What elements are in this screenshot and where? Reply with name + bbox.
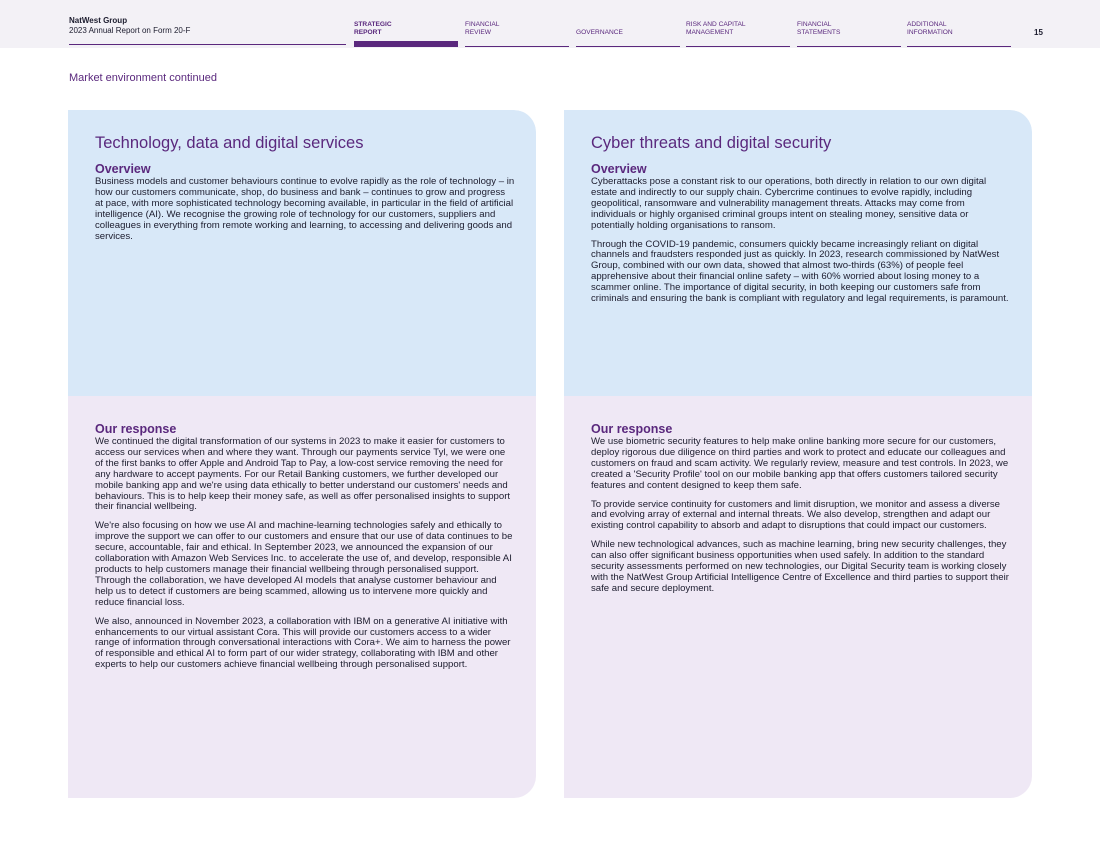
nav-label-line2: REVIEW: [465, 29, 492, 36]
nav-label-line2: REPORT: [354, 29, 382, 36]
nav-label-line1: FINANCIAL: [797, 21, 832, 28]
card-cyber-threats-security: [564, 110, 1032, 798]
nav-divider: [686, 46, 790, 47]
response-section: [591, 422, 1009, 603]
report-title: 2023 Annual Report on Form 20-F: [69, 26, 191, 35]
nav-divider: [576, 46, 680, 47]
overview-paragraph: Through the COVID-19 pandemic, consumers quickly became increasingly reliant on digital channels and fraudsters responded just as quickly. In 2023, research commissioned by NatWest Group, combined with our own data, showed that almost two-thirds (63%) of people feel apprehensive about their financial online safety – with 60% worried about losing money to a scammer online. The importance of digital security, in both keeping our customers safe from criminals and ensuring the bank is compliant with regulatory and legal requirements, is paramount.: [591, 238, 1009, 305]
brand: [69, 16, 190, 36]
nav-label-line2: INFORMATION: [907, 29, 953, 36]
nav-label-line1: ADDITIONAL: [907, 21, 947, 28]
nav-label-line2: GOVERNANCE: [576, 29, 623, 36]
response-paragraph: We also, announced in November 2023, a collaboration with IBM on a generative AI initiative with enhancements to our virtual assistant Cora. This will provide our customers access to a wider range of information through conversational interactions with Cora+. We aim to harness the power of responsible and ethical AI to form part of our wider strategy, collaborating with IBM and other experts to help our customers achieve financial wellbeing through personalised support.: [95, 615, 511, 671]
card-title: Technology, data and digital services: [95, 134, 364, 152]
nav-label-line2: STATEMENTS: [797, 29, 841, 36]
overview-section: [591, 162, 1009, 313]
overview-heading: Overview: [591, 162, 647, 176]
response-heading: Our response: [95, 422, 177, 436]
nav-label-line1: FINANCIAL: [465, 21, 500, 28]
response-section: [95, 422, 515, 679]
response-heading: Our response: [591, 422, 673, 436]
nav-strategic-report[interactable]: [354, 20, 458, 47]
overview-section: [95, 162, 515, 250]
nav-label-line1: RISK AND CAPITAL: [686, 21, 746, 28]
nav-divider: [797, 46, 901, 47]
overview-paragraph: Cyberattacks pose a constant risk to our operations, both directly in relation to our own digital estate and indirectly to our supply chain. Cybercrime continues to evolve rapidly, including geopolitical, ransomware and vulnerability management threats. Attacks may come from individuals or highly organised criminal groups intent on stealing money, sensitive data or potentially holding organisations to ransom.: [591, 176, 987, 231]
overview-heading: Overview: [95, 162, 151, 176]
nav-risk-capital-management[interactable]: [686, 20, 790, 47]
response-paragraph: To provide service continuity for customers and limit disruption, we monitor and assess a diverse and evolving array of external and internal threats. We also develop, strengthen and adapt our existing control capability to absorb and adapt to disruptions that could impact our customers.: [591, 498, 1000, 532]
response-paragraph: We continued the digital transformation of our systems in 2023 to make it easier for customers to access our services when and where they want. Through our payments service Tyl, we were one of the first banks to offer Apple and Android Tap to Pay, a low-cost service removing the need for any hardware to accept payments. For our Retail Banking customers, we further developed our mobile banking app and we're using data ethically to better understand our customers' needs and behaviours. This is to help keep their money safe, as well as offer personalised insights to support their financial wellbeing.: [95, 436, 511, 513]
card-technology-data-digital: [68, 110, 536, 798]
nav-label-line1: STRATEGIC: [354, 21, 392, 28]
nav-financial-statements[interactable]: [797, 20, 901, 47]
page-header: [0, 0, 1100, 48]
nav-divider: [465, 46, 569, 47]
nav-active-indicator: [354, 41, 458, 47]
section-label: Market environment continued: [69, 72, 217, 84]
nav-divider: [907, 46, 1011, 47]
nav-additional-information[interactable]: [907, 20, 1011, 47]
nav-governance[interactable]: [576, 20, 680, 47]
response-paragraph: We use biometric security features to help make online banking more secure for our customers, deploy rigorous due diligence on third parties and work to protect and educate our colleagues and customers on fraud and scam activity. We regularly review, measure and test controls. In 2023, we created a 'Security Profile' tool on our mobile banking app that offers customers tailored security features and content designed to keep them safe.: [591, 436, 1009, 491]
nav-label-line2: MANAGEMENT: [686, 29, 734, 36]
overview-paragraph: Business models and customer behaviours continue to evolve rapidly as the role of technology – in how our customers communicate, shop, do business and bank – continues to grow and progress at pace, with more sophisticated technology becoming available, in particular in the field of artificial intelligence (AI). We recognise the growing role of technology for our customers, suppliers and colleagues in everything from remote working and learning, to accessing and delivering goods and services.: [95, 176, 515, 242]
response-paragraph: While new technological advances, such as machine learning, bring new security challenges, they can also offer significant business opportunities when used safely. In addition to the standard security assessments performed on new technologies, our Digital Security team is working closely with the NatWest Group Artificial Intelligence Centre of Excellence and third parties to support their safe and secure deployment.: [591, 539, 1009, 594]
nav-financial-review[interactable]: [465, 20, 569, 47]
brand-divider: [69, 44, 346, 45]
brand-name: NatWest Group: [69, 16, 128, 25]
card-title: Cyber threats and digital security: [591, 134, 832, 152]
response-paragraph: We're also focusing on how we use AI and machine-learning technologies safely and ethically to improve the support we can offer to our customers and ensure that our use of data continues to be secure, accountable, fair and ethical. In September 2023, we announced the expansion of our collaboration with Amazon Web Services Inc. to accelerate the use of, and develop, responsible AI products to help customers manage their financial wellbeing through personalised support. Through the collaboration, we have developed AI models that analyse customer behaviour and help us to detect if customers are being scammed, allowing us to intervene more quickly and reduce financial loss.: [95, 520, 513, 608]
page-number: 15: [1034, 28, 1043, 37]
